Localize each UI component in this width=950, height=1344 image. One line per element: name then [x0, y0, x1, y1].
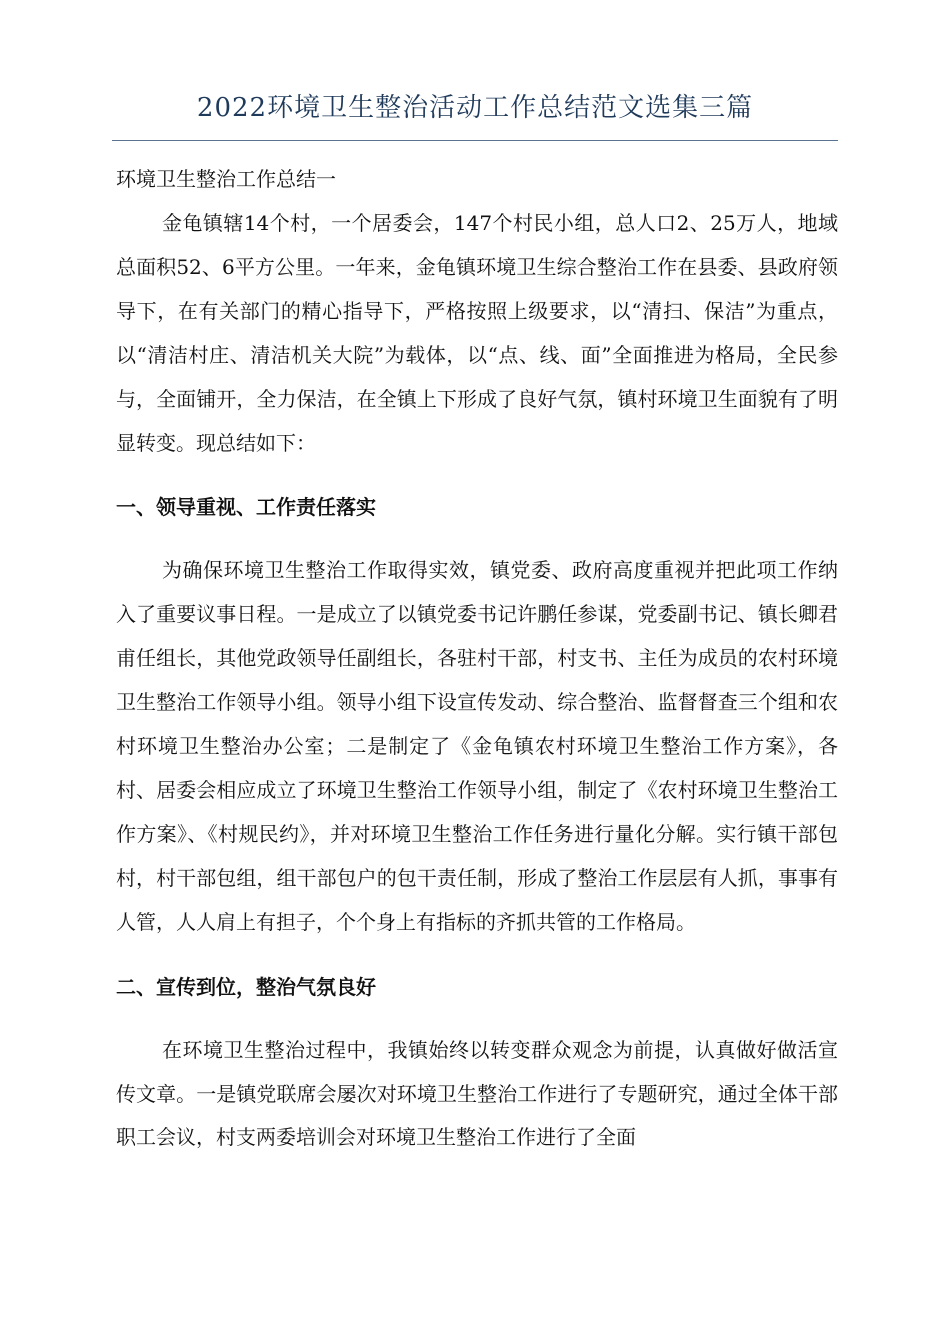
title-divider — [112, 140, 838, 141]
section-title: 环境卫生整治工作总结一 — [116, 167, 336, 191]
paragraph-publicity: 在环境卫生整治过程中，我镇始终以转变群众观念为前提，认真做好做活宣传文章。一是镇党联席会屡次对环境卫生整治工作进行了专题研究，通过全体干部职工会议，村支两委培训会对环境卫生整治工作进行了全面 — [116, 1037, 838, 1150]
paragraph-leadership: 为确保环境卫生整治工作取得实效，镇党委、政府高度重视并把此项工作纳入了重要议事日程。一是成立了以镇党委书记许鹏任参谋，党委副书记、镇长卿君甫任组长，其他党政领导任副组长，各驻村干部，村支书、主任为成员的农村环境卫生整治工作领导小组。领导小组下设宣传发动、综合整治、监督督查三个组和农村环境卫生整治办公室；二是制定了《金龟镇农村环境卫生整治工作方案》，各村、居委会相应成立了环境卫生整治工作领导小组，制定了《农村环境卫生整治工作方案》、《村规民约》，并对环境卫生整治工作任务进行量化分解。实行镇干部包村，村干部包组，组干部包户的包干责任制，形成了整治工作层层有人抓，事事有人管，人人肩上有担子，个个身上有指标的齐抓共管的工作格局。 — [116, 558, 838, 934]
paragraph-intro: 金龟镇辖14个村，一个居委会，147个村民小组，总人口2、25万人，地域总面积52、6平方公里。一年来，金龟镇环境卫生综合整治工作在县委、县政府领导下，在有关部门的精心指导下，严格按照上级要求，以“清扫、保洁”为重点，以“清洁村庄、清洁机关大院”为载体，以“点、线、面”全面推进为格局，全民参与，全面铺开，全力保洁，在全镇上下形成了良好气氛，镇村环境卫生面貌有了明显转变。现总结如下： — [116, 211, 838, 455]
heading-publicity: 二、宣传到位，整治气氛良好 — [116, 974, 376, 999]
heading-leadership: 一、领导重视、工作责任落实 — [116, 495, 376, 520]
document-title: 2022环境卫生整治活动工作总结范文选集三篇 — [196, 93, 754, 123]
document-body — [116, 164, 838, 1160]
